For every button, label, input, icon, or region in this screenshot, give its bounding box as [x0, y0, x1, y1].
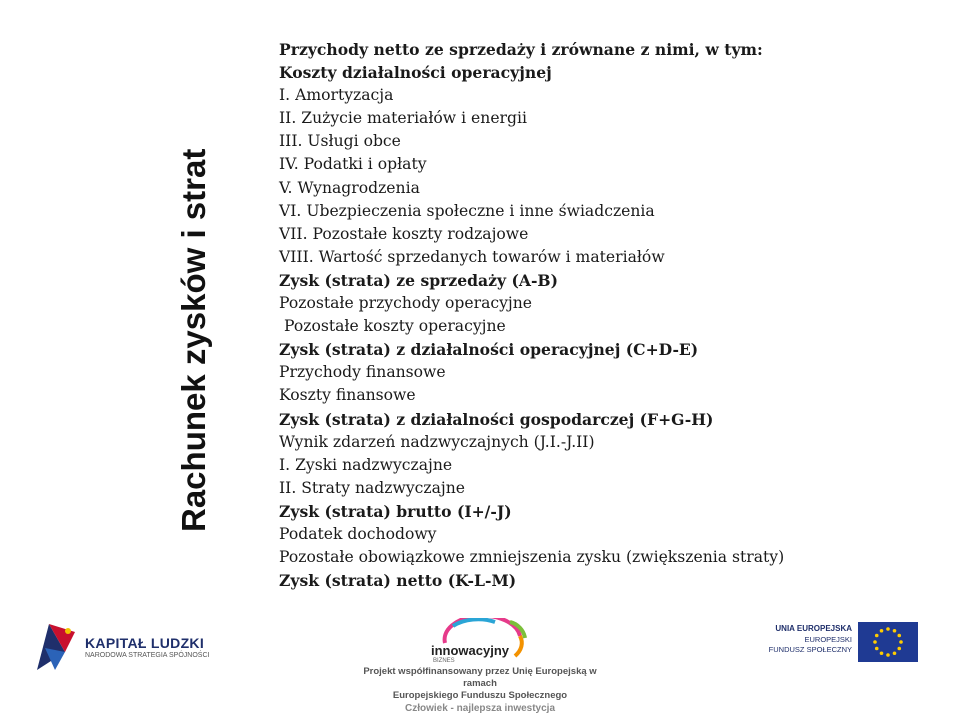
- eu-logo: [760, 618, 935, 678]
- eu-star-icon: [893, 651, 897, 655]
- eu-flag-icon: [858, 622, 918, 662]
- statement-line: Pozostałe koszty operacyjne: [284, 317, 506, 336]
- innowacyjny-subtitle: BIZNES: [433, 658, 455, 664]
- statement-line: IV. Podatki i opłaty: [279, 155, 427, 174]
- statement-line: III. Usługi obce: [279, 132, 401, 151]
- statement-line: II. Zużycie materiałów i energii: [279, 109, 527, 128]
- kapital-ludzki-subtitle: NARODOWA STRATEGIA SPÓJNOŚCI: [85, 652, 210, 659]
- statement-line: I. Zyski nadzwyczajne: [279, 455, 453, 474]
- kapital-ludzki-logo: [35, 612, 265, 682]
- statement-line: Wynik zdarzeń nadzwyczajnych (J.I.-J.II): [279, 432, 595, 451]
- eu-star-icon: [886, 627, 890, 631]
- statement-line: Przychody netto ze sprzedaży i zrównane z nimi, w tym:: [279, 40, 763, 59]
- eu-star-icon: [875, 634, 879, 638]
- statement-line: I. Amortyzacja: [279, 86, 394, 105]
- statement-line: Zysk (strata) z działalności gospodarczej (F+G-H): [279, 409, 714, 429]
- footer: [0, 608, 960, 714]
- kapital-ludzki-title: KAPITAŁ LUDZKI: [85, 635, 205, 651]
- caption-line-3: Człowiek - najlepsza inwestycja: [404, 703, 556, 714]
- statement-line: Zysk (strata) netto (K-L-M): [279, 571, 517, 591]
- eu-line-1: UNIA EUROPEJSKA: [775, 624, 852, 633]
- kapital-ludzki-emblem-icon: [35, 622, 77, 672]
- eu-line-2: EUROPEJSKI: [804, 634, 852, 644]
- eu-star-icon: [886, 653, 890, 657]
- statement-line: VII. Pozostałe koszty rodzajowe: [279, 224, 529, 243]
- statement-line: VI. Ubezpieczenia społeczne i inne świadczenia: [279, 201, 655, 220]
- eu-text: [760, 624, 852, 656]
- statement-line: Podatek dochodowy: [279, 524, 437, 543]
- innowacyjny-text: innowacyjny: [431, 643, 510, 658]
- eu-star-icon: [893, 629, 897, 633]
- eu-star-icon: [880, 651, 884, 655]
- statement-line: Zysk (strata) brutto (I+/-J): [279, 501, 512, 521]
- statement-line: Koszty finansowe: [279, 386, 416, 405]
- side-title: [150, 0, 210, 640]
- statement-line: V. Wynagrodzenia: [279, 178, 420, 197]
- eu-star-icon: [899, 640, 903, 644]
- side-title-text: Rachunek zysków i strat: [175, 148, 212, 532]
- eu-star-icon: [897, 634, 901, 638]
- eu-star-icon: [875, 647, 879, 651]
- statement-line: Koszty działalności operacyjnej: [279, 63, 552, 83]
- statement-line: II. Straty nadzwyczajne: [279, 478, 466, 497]
- statement-line: Pozostałe przychody operacyjne: [279, 294, 533, 313]
- caption-line-1: Projekt współfinansowany przez Unię Europejską w ramach: [363, 666, 597, 689]
- statement-line: Pozostałe obowiązkowe zmniejszenia zysku (zwiększenia straty): [279, 548, 785, 567]
- eu-line-3: FUNDUSZ SPOŁECZNY: [768, 645, 852, 654]
- eu-star-icon: [897, 647, 901, 651]
- eu-star-icon: [880, 629, 884, 633]
- income-statement-list: [279, 38, 939, 592]
- statement-line: Zysk (strata) ze sprzedaży (A-B): [279, 270, 558, 290]
- caption-line-2: Europejskiego Funduszu Społecznego: [392, 690, 568, 701]
- statement-line: Przychody finansowe: [279, 363, 446, 382]
- statement-line: VIII. Wartość sprzedanych towarów i materiałów: [279, 247, 665, 266]
- eu-star-icon: [873, 640, 877, 644]
- statement-line: Zysk (strata) z działalności operacyjnej (C+D-E): [279, 340, 699, 360]
